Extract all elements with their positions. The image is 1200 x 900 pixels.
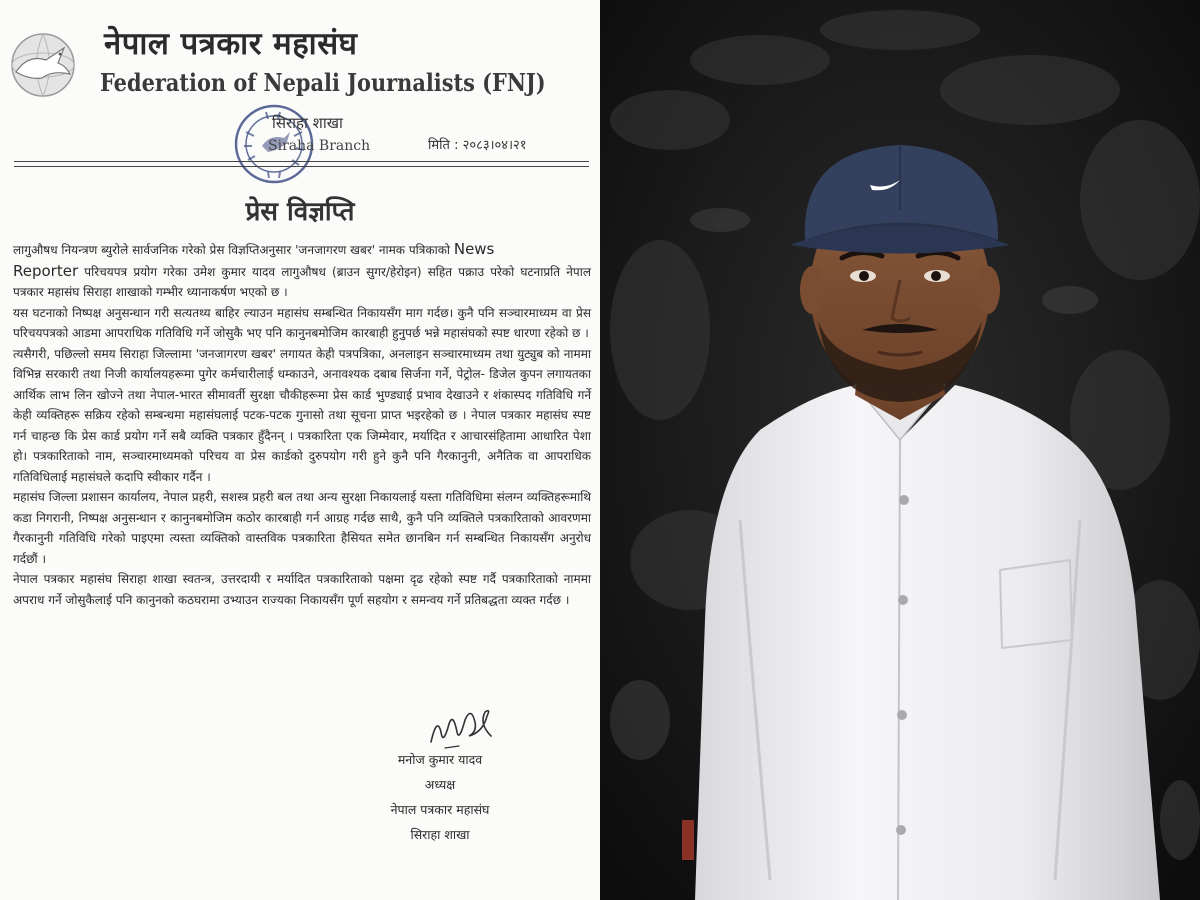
letterhead-divider-top	[14, 161, 589, 162]
signatory-branch: सिराहा शाखा	[410, 827, 470, 842]
document-date	[428, 135, 527, 153]
signatory-name: मनोज कुमार यादव	[397, 752, 483, 767]
man-in-cap-and-white-shirt-photo-icon	[600, 0, 1200, 900]
fnj-dove-logo-icon	[8, 30, 78, 100]
paragraph-4: महासंघ जिल्ला प्रशासन कार्यालय, नेपाल प्रहरी, सशस्त्र प्रहरी बल तथा अन्य सुरक्षा निकायलाई यस्ता गतिविधिमा संलग्न व्यक्तिहरूमाथि कडा निगरानी, निष्पक्ष अनुसन्धान र कानुनबमोजिम कठोर कारबाही गर्न आग्रह गर्दछ साथै, कुनै पनि व्यक्तिले पत्रकारिताको आवरणमा गैरकानुनी गतिविधि गरेको पाइएमा त्यस्ता व्यक्तिको वास्तविक पत्रकारिता हैसियत समेत छानबिन गर्न सम्बन्धित निकायसँग अनुरोध गर्दछौं ।	[13, 490, 591, 566]
branch-name-english: Siraha Branch	[268, 138, 371, 154]
org-name-nepali: नेपाल पत्रकार महासंघ	[104, 26, 358, 62]
paragraph-2: यस घटनाको निष्पक्ष अनुसन्धान गरी सत्यतथ्य बाहिर ल्याउन महासंघ सम्बन्धित निकायसँग माग गर्दछ। कुनै पनि सञ्चारमाध्यम वा प्रेस परिचयपत्रको आडमा आपराधिक गतिविधि गर्ने जोसुकै भए पनि कानुनबमोजिम कारबाही हुनुपर्छ भन्ने महासंघको स्पष्ट धारणा रहेको छ ।	[13, 305, 591, 340]
paragraph-1-text-a: लागुऔषध नियन्त्रण ब्युरोले सार्वजनिक गरेको प्रेस विज्ञप्तिअनुसार 'जनजागरण खबर' नामक पत्रिकाको	[13, 243, 454, 257]
date-value: २०८३।०४।२१	[462, 138, 527, 153]
paragraph-5: नेपाल पत्रकार महासंघ सिराहा शाखा स्वतन्त्र, उत्तरदायी र मर्यादित पत्रकारिताको पक्षमा दृढ रहेको स्पष्ट गर्दै पत्रकारिताको नाममा अपराध गर्ने जोसुकैलाई पनि कानुनको कठघरामा उभ्याउन राज्यका निकायसँग पूर्ण सहयोग र समन्वय गर्ने प्रतिबद्धता व्यक्त गर्दछ ।	[13, 572, 591, 607]
portrait-photo	[600, 0, 1200, 900]
signatory-block	[340, 747, 540, 847]
paragraph-1	[13, 239, 591, 303]
signatory-organization: नेपाल पत्रकार महासंघ	[390, 802, 490, 817]
date-separator: :	[454, 138, 463, 153]
org-name-english: Federation of Nepali Journalists (FNJ)	[100, 68, 546, 97]
signatory-title: अध्यक्ष	[424, 777, 456, 792]
paragraph-1-text-b: परिचयपत्र प्रयोग गरेका उमेश कुमार यादव लागुऔषध (ब्राउन सुगर/हेरोइन) सहित पक्राउ परेको घटनाप्रति नेपाल पत्रकार महासंघ सिराहा शाखाको गम्भीर ध्यानाकर्षण भएको छ ।	[13, 264, 591, 299]
date-label: मिति	[428, 138, 450, 153]
letterhead-divider-bottom	[14, 166, 589, 167]
paragraph-3: त्यसैगरी, पछिल्लो समय सिराहा जिल्लामा 'जनजागरण खबर' लगायत केही पत्रपत्रिका, अनलाइन सञ्चारमाध्यम तथा युट्युब को नाममा विभिन्न सरकारी तथा निजी कार्यालयहरूमा पुगेर कर्मचारीलाई धम्काउने, अनावश्यक दबाब सिर्जना गर्ने, पेट्रोल- डिजेल कुपन लगायतका आर्थिक लाभ लिन खोज्ने तथा नेपाल-भारत सीमावर्ती सुरक्षा चौकीहरूमा प्रेस कार्ड भुण्ड्याई प्रभाव देखाउने र शंकास्पद गतिविधि गर्ने केही व्यक्तिहरू सक्रिय रहेको सम्बन्धमा महासंघलाई पटक-पटक गुनासो तथा सूचना प्राप्त भइरहेको छ । नेपाल पत्रकार महासंघ स्पष्ट गर्न चाहन्छ कि प्रेस कार्ड प्रयोग गर्ने सबै व्यक्ति पत्रकार हुँदैनन् । पत्रकारिता एक जिम्मेवार, मर्यादित र आचारसंहितामा आधारित पेशा हो। पत्रकारिताको नाम, सञ्चारमाध्यमको परिचय वा प्रेस कार्डको दुरुपयोग गरी हुने कुनै पनि गैरकानुनी, अनैतिक वा आपराधिक गतिविधिलाई महासंघले कदापि स्वीकार गर्दैन ।	[13, 346, 591, 484]
paragraph-1-reporter: Reporter	[13, 261, 79, 280]
paragraph-1-news: News	[453, 240, 495, 258]
branch-name-nepali: सिराहा शाखा	[272, 114, 343, 132]
press-release-body	[13, 239, 591, 610]
press-release-heading: प्रेस विज्ञप्ति	[245, 197, 355, 227]
